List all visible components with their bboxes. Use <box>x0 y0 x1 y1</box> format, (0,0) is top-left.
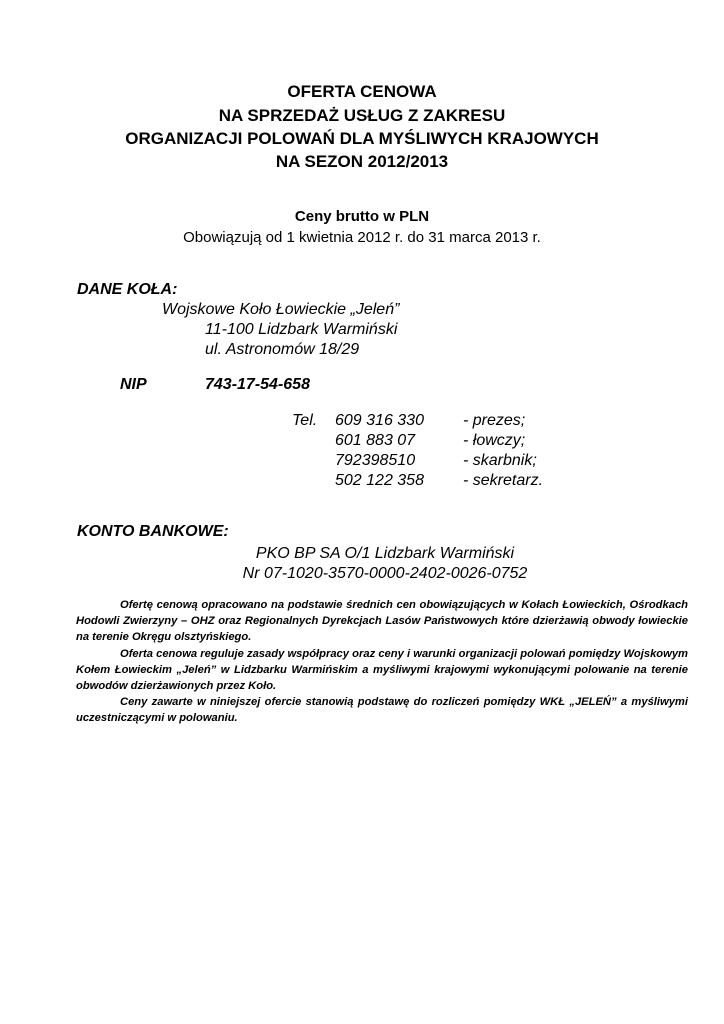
note-paragraph: Ofertę cenową opracowano na podstawie średnich cen obowiązujących w Kołach Łowieckich, Ośrodkach Hodowli Zwierzyny – OHZ oraz Regionalnych Dyrekcjach Lasów Państwowych które dzierżawią obwody łowieckie na terenie Okręgu olsztyńskiego. <box>76 599 688 644</box>
phone-role: - łowczy; <box>463 432 526 449</box>
note-paragraph: Ceny zawarte w niniejszej ofercie stanowią podstawę do rozliczeń pomiędzy WKŁ „JELEŃ” a myśliwymi uczestniczącymi w polowaniu. <box>76 696 688 725</box>
prices-validity: Obowiązują od 1 kwietnia 2012 r. do 31 marca 2013 r. <box>183 229 541 246</box>
phone-role: - skarbnik; <box>463 452 537 469</box>
phone-role: - prezes; <box>463 412 526 429</box>
nip-value: 743-17-54-658 <box>205 376 310 393</box>
club-street: ul. Astronomów 18/29 <box>205 341 360 358</box>
bank-account: Nr 07-1020-3570-0000-2402-0026-0752 <box>242 565 528 582</box>
bank-name: PKO BP SA O/1 Lidzbark Warmiński <box>255 545 515 562</box>
offer-season: NA SEZON 2012/2013 <box>275 152 449 171</box>
phone-number: 792398510 <box>335 452 416 469</box>
prices-heading: Ceny brutto w PLN <box>294 208 430 225</box>
note-paragraph: Oferta cenowa reguluje zasady współpracy oraz ceny i warunki organizacji polowań pomiędzy Wojskowym Kołem Łowieckim „Jeleń” w Lidzbarku Warmińskim a myśliwymi krajowymi wykonującymi polowanie na terenie obwodów dzierżawionych przez Koło. <box>76 647 688 693</box>
phone-number: 601 883 07 <box>335 432 416 449</box>
tel-label: Tel. <box>292 412 318 429</box>
phone-number: 502 122 358 <box>335 472 424 489</box>
nip-label: NIP <box>120 376 147 393</box>
offer-subtitle-line-2: ORGANIZACJI POLOWAŃ DLA MYŚLIWYCH KRAJOWYCH <box>125 129 599 148</box>
offer-notes <box>76 597 688 727</box>
club-name: Wojskowe Koło Łowieckie „Jeleń” <box>162 301 400 318</box>
club-heading: DANE KOŁA: <box>77 281 178 298</box>
phone-number: 609 316 330 <box>335 412 424 429</box>
phone-role: - sekretarz. <box>463 472 544 489</box>
club-city: 11-100 Lidzbark Warmiński <box>205 321 398 338</box>
offer-subtitle-line-1: NA SPRZEDAŻ USŁUG Z ZAKRESU <box>218 106 506 125</box>
bank-heading: KONTO BANKOWE: <box>77 523 229 540</box>
offer-title: OFERTA CENOWA <box>287 82 437 101</box>
